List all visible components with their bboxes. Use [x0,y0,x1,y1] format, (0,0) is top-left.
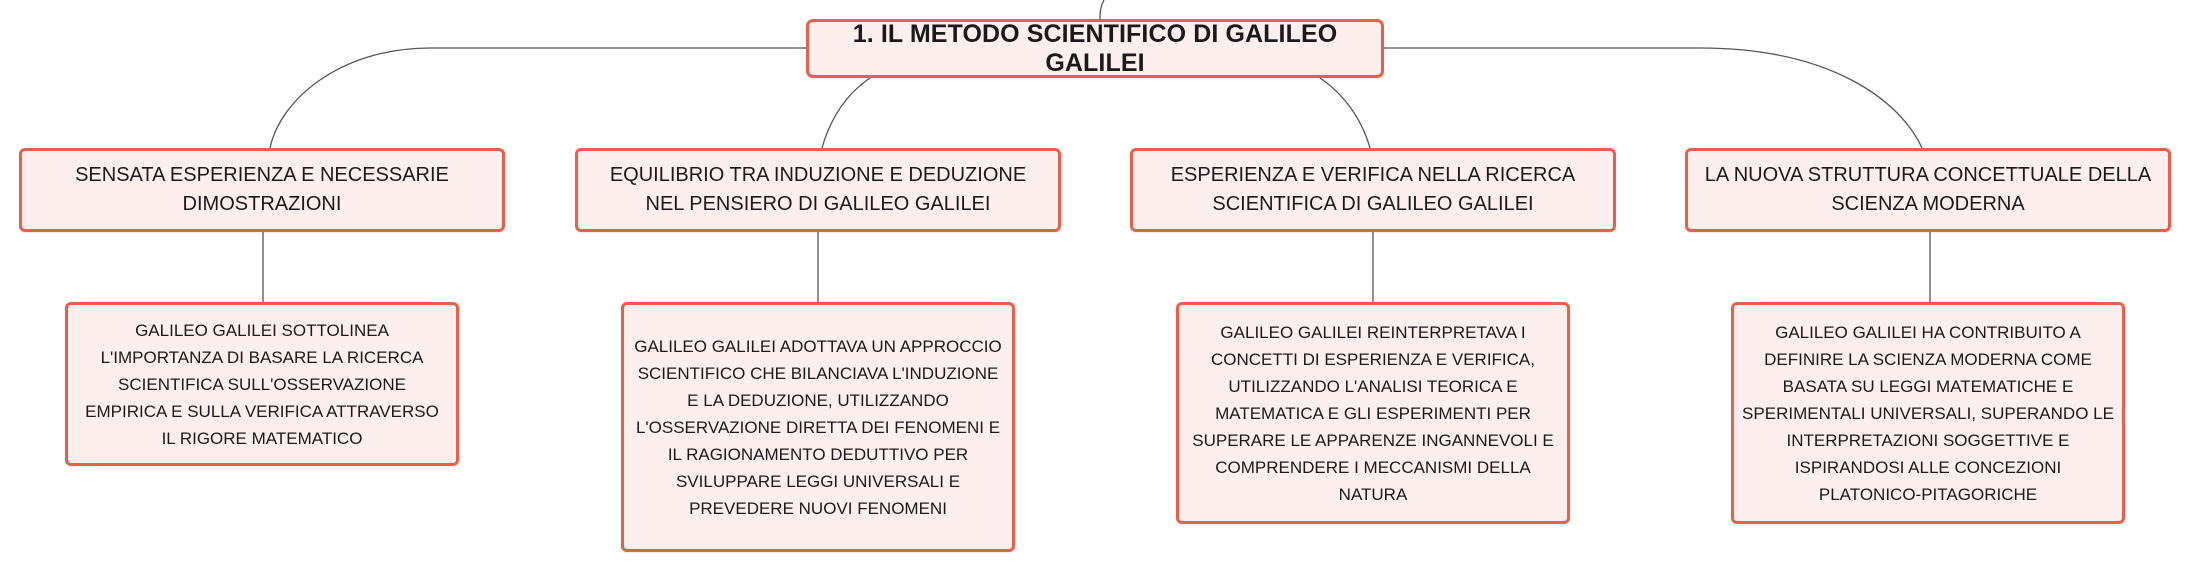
topic-node-1[interactable] [19,148,505,232]
detail-node-4[interactable] [1731,302,2125,524]
topic-label: SENSATA ESPERIENZA E NECESSARIE DIMOSTRAZIONI [75,164,449,215]
connector-root-topic-4 [1384,48,1922,148]
detail-node-1[interactable] [65,302,459,466]
detail-text: GALILEO GALILEI SOTTOLINEA L'IMPORTANZA DI BASARE LA RICERCA SCIENTIFICA SULL'OSSERVAZIONE EMPIRICA E SULLA VERIFICA ATTRAVERSO IL RIGORE MATEMATICO [85,320,439,448]
topic-label: LA NUOVA STRUTTURA CONCETTUALE DELLA SCIENZA MODERNA [1704,164,2152,215]
topic-label: ESPERIENZA E VERIFICA NELLA RICERCA SCIENTIFICA DI GALILEO GALILEI [1170,164,1576,215]
connector-root-topic-1 [270,48,806,148]
detail-text: GALILEO GALILEI ADOTTAVA UN APPROCCIO SCIENTIFICO CHE BILANCIAVA L'INDUZIONE E LA DEDUZIONE, UTILIZZANDO L'OSSERVAZIONE DIRETTA DEI FENOMENI E IL RAGIONAMENTO DEDUTTIVO PER SVILUPPARE LEGGI UNIVERSALI E PREVEDERE NUOVI FENOMENI [634,336,1002,518]
detail-node-3[interactable] [1176,302,1570,524]
detail-text: GALILEO GALILEI HA CONTRIBUITO A DEFINIRE LA SCIENZA MODERNA COME BASATA SU LEGGI MATEMATICHE E SPERIMENTALI UNIVERSALI, SUPERANDO LE INTERPRETAZIONI SOGGETTIVE E ISPIRANDOSI ALLE CONCEZIONI PLATONICO-PITAGORICHE [1742,322,2114,504]
connector-root-parent [1100,0,1104,19]
topic-node-3[interactable] [1130,148,1616,232]
connector-root-topic-3 [1320,78,1370,148]
root-label: 1. IL METODO SCIENTIFICO DI GALILEO GALILEI [852,19,1338,77]
detail-node-2[interactable] [621,302,1015,552]
detail-text: GALILEO GALILEI REINTERPRETAVA I CONCETTI DI ESPERIENZA E VERIFICA, UTILIZZANDO L'ANALISI TEORICA E MATEMATICA E GLI ESPERIMENTI PER SUPERARE LE APPARENZE INGANNEVOLI E COMPRENDERE I MECCANISMI DELLA NATURA [1192,322,1554,504]
connector-root-topic-2 [822,78,870,148]
topic-node-2[interactable] [575,148,1061,232]
topic-label: EQUILIBRIO TRA INDUZIONE E DEDUZIONE NEL PENSIERO DI GALILEO GALILEI [609,164,1027,215]
topic-node-4[interactable] [1685,148,2171,232]
root-node[interactable] [806,19,1384,78]
